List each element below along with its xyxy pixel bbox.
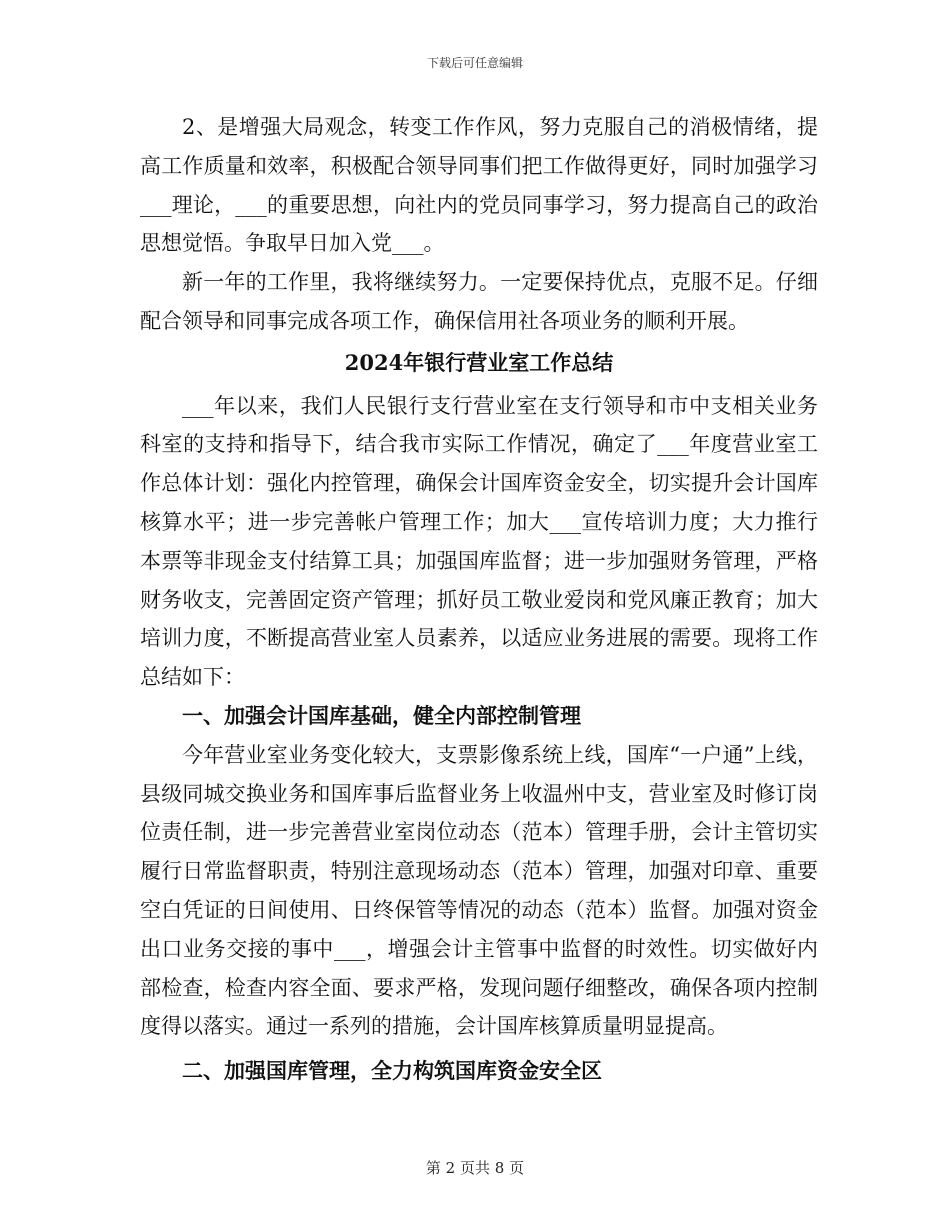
paragraph-1: 2、是增强大局观念，转变工作作风，努力克服自己的消极情绪，提高工作质量和效率，积极配合领导同事们把工作做得更好，同时加强学习___理论，___的重要思想，向社内的党员同事学习，努力提高自己的政治思想觉悟。争取早日加入党___。 [140,115,818,256]
paragraph-4: 今年营业室业务变化较大，支票影像系统上线，国库“一户通”上线，县级同城交换业务和国库事后监督业务上收温州中支，营业室及时修订岗位责任制，进一步完善营业室岗位动态（范本）管理手册，会计主管切实履行日常监督职责，特别注意现场动态（范本）管理，加强对印章、重要空白凭证的日间使用、日终保管等情况的动态（范本）监督。加强对资金出口业务交接的事中___，增强会计主管事中监督的时效性。切实做好内部检查，检查内容全面、要求严格，发现问题仔细整改，确保各项内控制度得以落实。通过一系列的措施，会计国库核算质量明显提高。 [140,742,818,1039]
document-title: 2024年银行营业室工作总结 [344,349,614,375]
page-footer: 第 2 页共 8 页 [425,1159,525,1177]
page-header: 下载后可任意编辑 [426,56,523,70]
paragraph-3: ___年以来，我们人民银行支行营业室在支行领导和市中支相关业务科室的支持和指导下，结合我市实际工作情况，确定了___年度营业室工作总体计划：强化内控管理，确保会计国库资金安全，切实提升会计国库核算水平；进一步完善帐户管理工作；加大___宣传培训力度；大力推行本票等非现金支付结算工具；加强国库监督；进一步加强财务管理，严格财务收支，完善固定资产管理；抓好员工敬业爱岗和党风廉正教育；加大培训力度，不断提高营业室人员素养，以适应业务进展的需要。现将工作总结如下： [140,393,818,690]
paragraph-2: 新一年的工作里，我将继续努力。一定要保持优点，克服不足。仔细配合领导和同事完成各项工作，确保信用社各项业务的顺利开展。 [140,270,818,333]
section-heading-2: 二、加强国库管理，全力构筑国库资金安全区 [182,1058,602,1084]
document-body [140,108,818,1091]
section-heading-1: 一、加强会计国库基础，健全内部控制管理 [182,702,581,728]
